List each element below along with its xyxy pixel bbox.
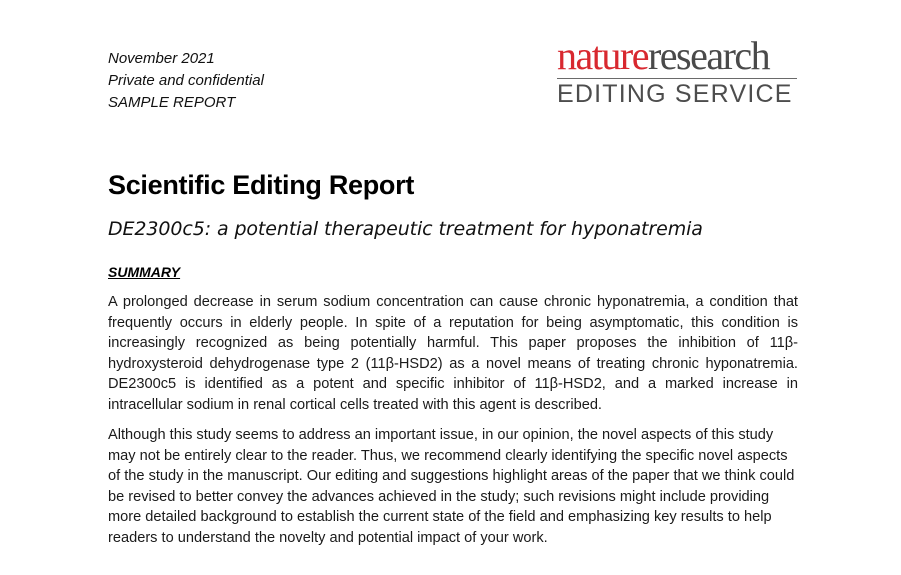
- report-type-label: SAMPLE REPORT: [108, 94, 236, 111]
- summary-paragraph-2: Although this study seems to address an important issue, in our opinion, the novel aspects of this study may not be entirely clear to the reader. Thus, we recommend clearly identifying the specific novel aspects of the study in the manuscript. Our editing and suggestions highlight areas of the paper that we think could be revised to better convey the advances achieved in the study; such revisions might include providing more detailed background to establish the current state of the field and emphasizing key results to help readers to understand the novelty and potential impact of your work.: [108, 427, 795, 546]
- summary-paragraph-1: A prolonged decrease in serum sodium concentration can cause chronic hyponatremia, a condition that frequently occurs in elderly people. In spite of a reputation for being asymptomatic, this condition is increasingly recognized as being potentially harmful. This paper proposes the inhibition of 11β-hydroxysteroid dehydrogenase type 2 (11β-HSD2) as a novel means of treating chronic hyponatremia. DE2300c5 is identified as a potent and specific inhibitor of 11β-HSD2, and a marked increase in intracellular sodium in renal cortical cells treated with this agent is described.: [108, 294, 798, 413]
- logo-word-research: research: [647, 33, 770, 78]
- page-title: Scientific Editing Report: [108, 170, 415, 200]
- report-meta: [108, 48, 264, 114]
- section-heading-summary: SUMMARY: [108, 264, 181, 280]
- logo-subtitle: EDITING SERVICE: [557, 80, 793, 108]
- confidentiality-note: Private and confidential: [108, 72, 264, 89]
- logo-word-nature: nature: [557, 33, 648, 78]
- logo-wordmark: [557, 33, 799, 78]
- report-subtitle: DE2300c5: a potential therapeutic treatment for hyponatremia: [108, 218, 703, 240]
- report-date: November 2021: [108, 50, 215, 67]
- nature-research-logo: [557, 33, 799, 109]
